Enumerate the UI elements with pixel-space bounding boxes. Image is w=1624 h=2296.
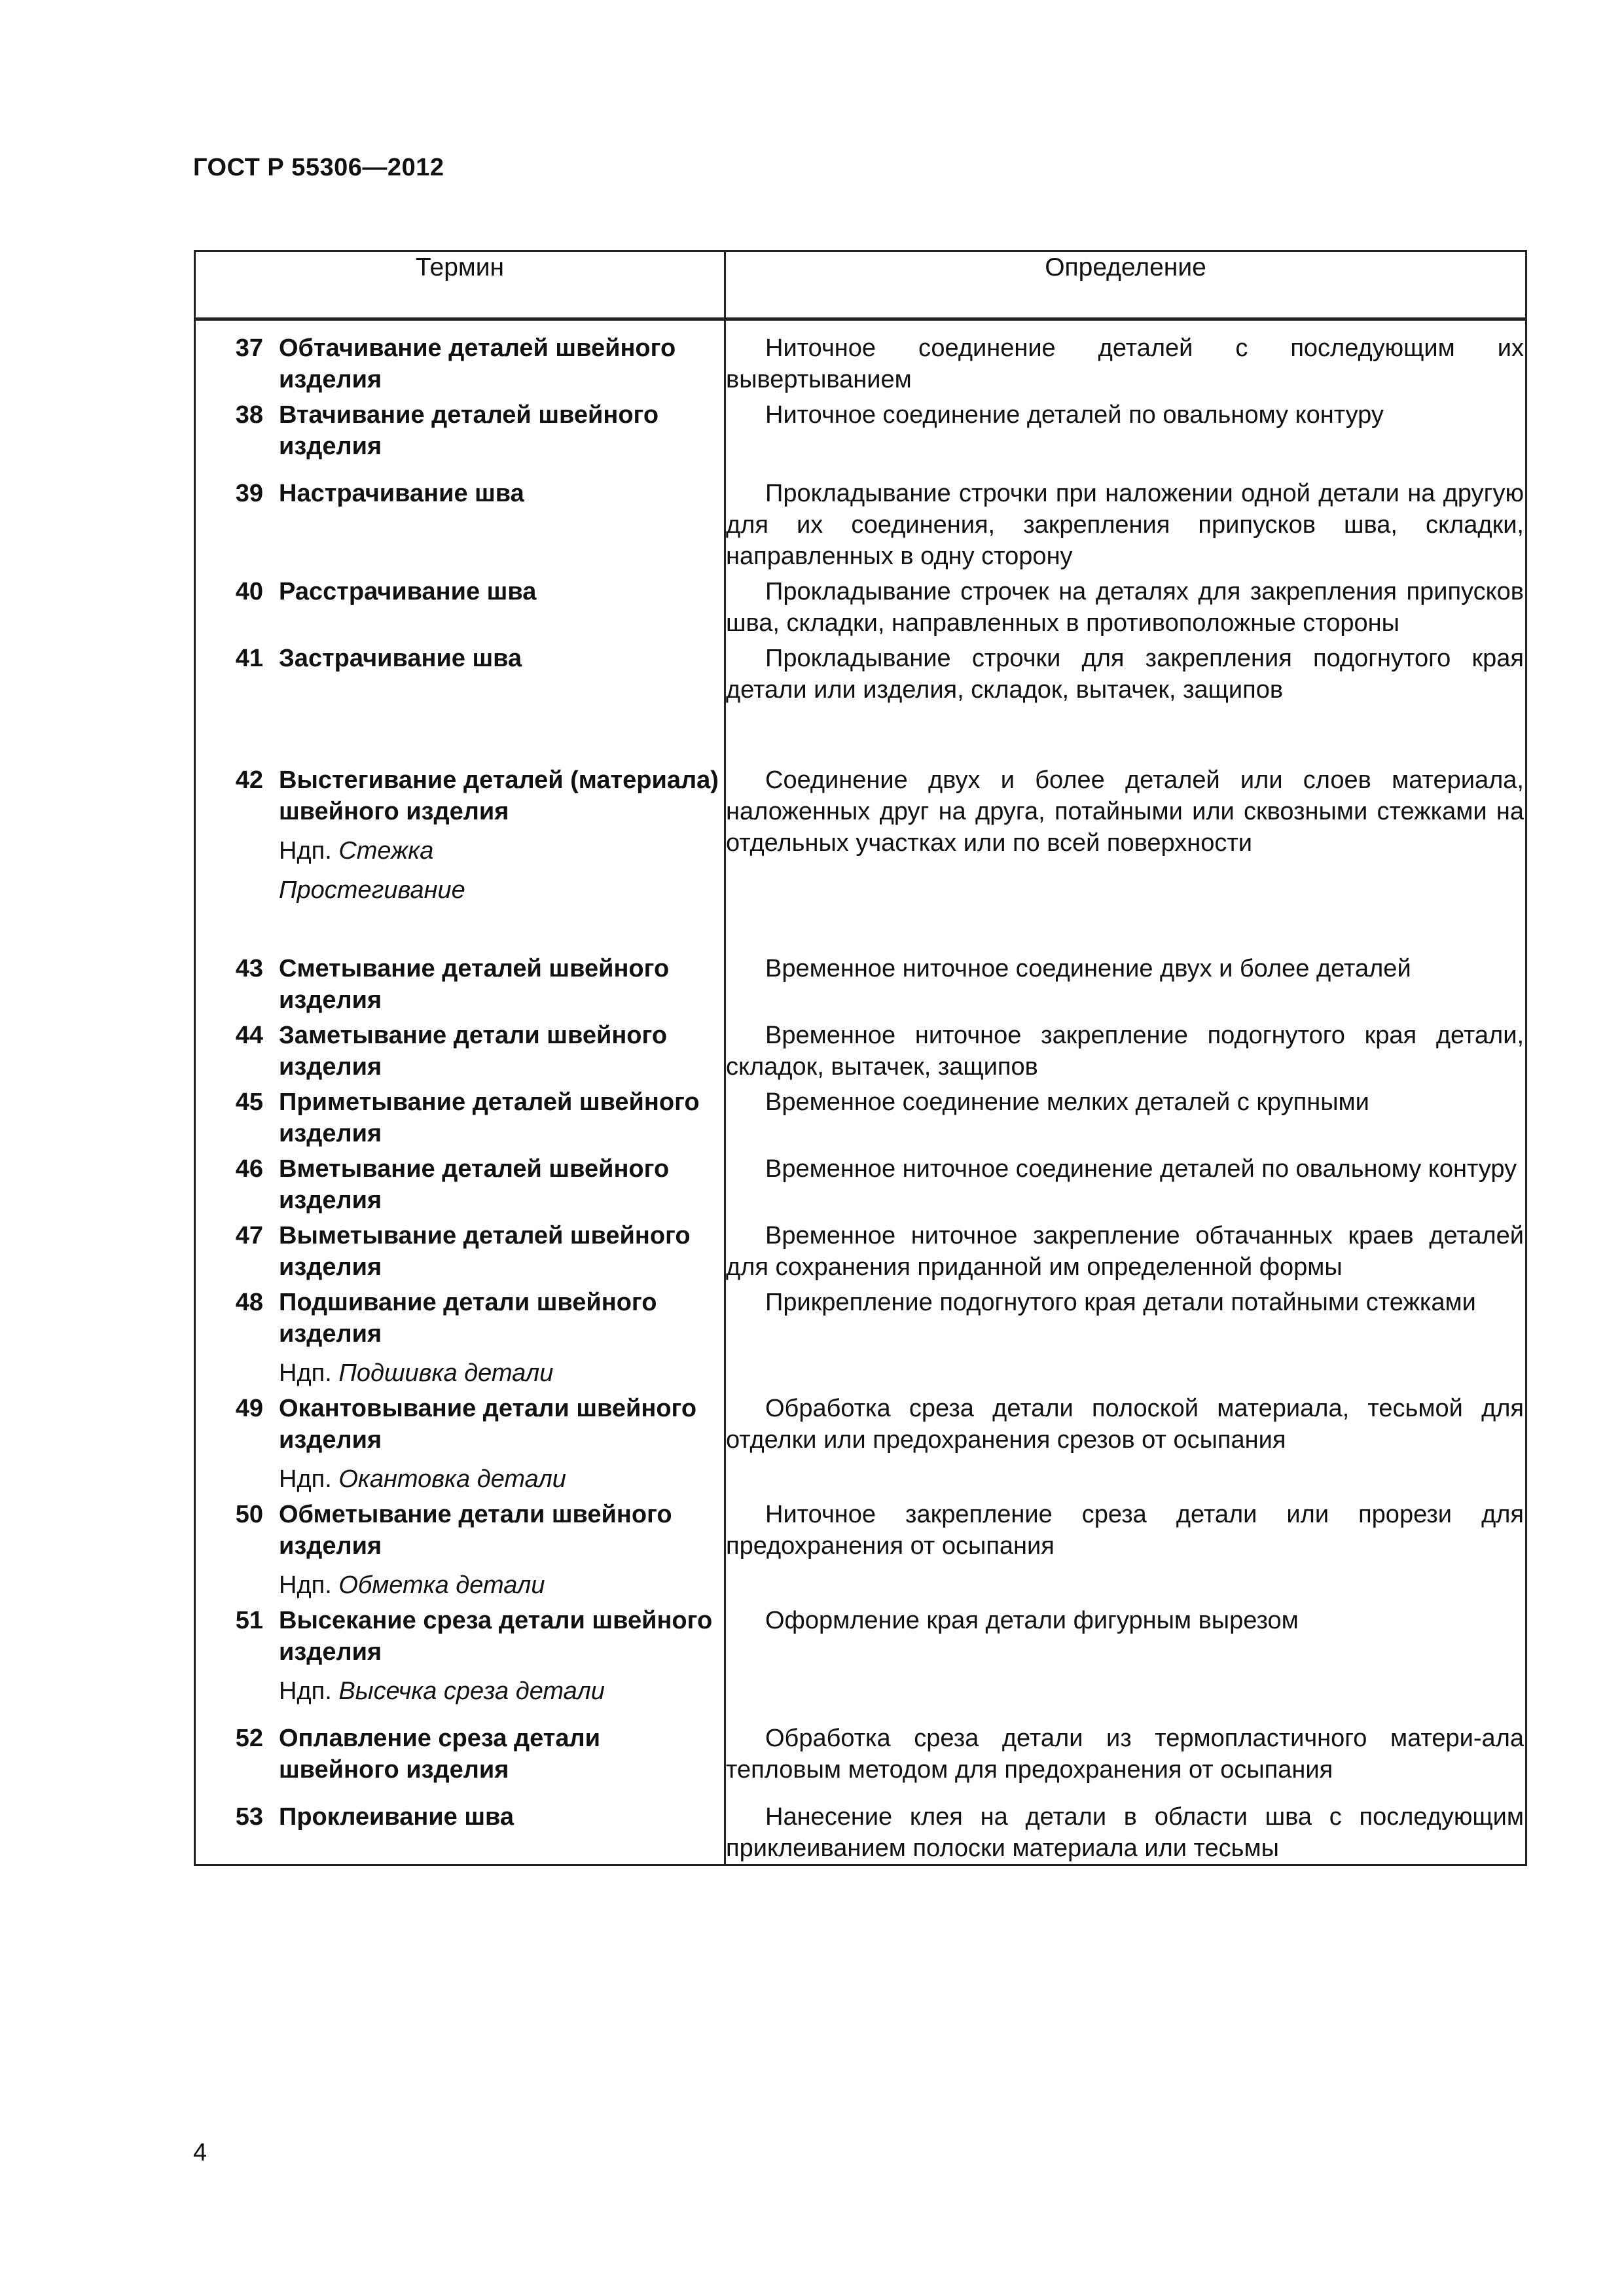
table-row <box>195 319 1526 400</box>
definition-cell <box>725 319 1526 400</box>
table-row <box>195 764 1526 953</box>
deprecated-term-alt: Простегивание <box>279 876 465 904</box>
definition-cell <box>725 399 1526 478</box>
definition-cell <box>725 1801 1526 1865</box>
term-number: 45 <box>235 1088 263 1116</box>
definition-cell <box>725 1020 1526 1086</box>
deprecated-term-name: Стежка <box>338 837 434 865</box>
table-row <box>195 478 1526 576</box>
term-cell <box>195 1605 725 1723</box>
deprecated-term-name: Окантовка детали <box>338 1465 566 1493</box>
definition-text: Временное соединение мелких деталей с крупными <box>765 1088 1369 1116</box>
term-number: 41 <box>235 645 263 672</box>
term-number: 51 <box>235 1607 263 1634</box>
term-name: Застрачивание шва <box>279 645 522 672</box>
deprecated-prefix: Ндп. <box>279 1677 332 1705</box>
table-row <box>195 1153 1526 1220</box>
term-cell <box>195 1723 725 1801</box>
term-cell <box>195 1287 725 1393</box>
definition-cell <box>725 1287 1526 1393</box>
column-header-term: Термин <box>195 251 725 319</box>
term-cell <box>195 643 725 764</box>
term-number: 47 <box>235 1222 263 1249</box>
definition-cell <box>725 643 1526 764</box>
term-name: Оплавление среза детали швейного изделия <box>279 1725 600 1784</box>
term-cell <box>195 1020 725 1086</box>
term-name: Обтачивание деталей швейного изделия <box>279 334 676 393</box>
deprecated-term-name: Обметка детали <box>338 1571 545 1599</box>
definition-text: Временное ниточное закрепление подогнутого края детали, складок, вытачек, защипов <box>726 1022 1524 1081</box>
deprecated-prefix: Ндп. <box>279 1571 332 1599</box>
definition-text: Ниточное соединение деталей по овальному контуру <box>765 401 1384 429</box>
term-cell <box>195 1393 725 1499</box>
definition-cell <box>725 1605 1526 1723</box>
term-number: 42 <box>235 766 263 794</box>
term-name: Выметывание деталей швейного изделия <box>279 1222 691 1281</box>
term-cell <box>195 1153 725 1220</box>
term-name: Окантовывание детали швейного изделия <box>279 1395 697 1454</box>
definition-text: Прокладывание строчки для закрепления подогнутого края детали или изделия, складок, вытачек, защипов <box>726 645 1524 704</box>
definition-text: Ниточное соединение деталей с последующим их вывертыванием <box>726 334 1524 393</box>
deprecated-prefix: Ндп. <box>279 837 332 865</box>
term-cell <box>195 1499 725 1605</box>
term-name: Заметывание детали швейного изделия <box>279 1022 668 1081</box>
table-row <box>195 399 1526 478</box>
deprecated-term <box>279 1570 724 1601</box>
definition-cell <box>725 1499 1526 1605</box>
term-name: Расстрачивание шва <box>279 578 537 605</box>
definition-cell <box>725 953 1526 1020</box>
terms-table <box>194 250 1527 1866</box>
definition-text: Прикрепление подогнутого края детали потайными стежками <box>765 1289 1476 1316</box>
term-name: Приметывание деталей швейного изделия <box>279 1088 700 1147</box>
table-row <box>195 1499 1526 1605</box>
term-name: Сметывание деталей швейного изделия <box>279 955 670 1014</box>
table-row <box>195 1287 1526 1393</box>
document-header: ГОСТ Р 55306—2012 <box>193 154 444 181</box>
definition-cell <box>725 576 1526 643</box>
definition-cell <box>725 1723 1526 1801</box>
term-number: 39 <box>235 480 263 507</box>
term-cell <box>195 478 725 576</box>
term-number: 44 <box>235 1022 263 1049</box>
term-number: 53 <box>235 1803 263 1831</box>
term-name: Проклеивание шва <box>279 1803 514 1831</box>
term-name: Высекание среза детали швейного изделия <box>279 1607 713 1666</box>
table-row <box>195 953 1526 1020</box>
term-name: Обметывание детали швейного изделия <box>279 1501 672 1560</box>
term-number: 46 <box>235 1155 263 1183</box>
term-name: Подшивание детали швейного изделия <box>279 1289 657 1348</box>
definition-text: Обработка среза детали полоской материала, тесьмой для отделки или предохранения срезов от осыпания <box>726 1395 1524 1454</box>
deprecated-term <box>279 1357 724 1389</box>
term-name: Вметывание деталей швейного изделия <box>279 1155 670 1214</box>
term-number: 37 <box>235 334 263 362</box>
term-number: 43 <box>235 955 263 982</box>
term-cell <box>195 1220 725 1287</box>
deprecated-term <box>279 1676 724 1707</box>
definition-cell <box>725 1086 1526 1153</box>
deprecated-term <box>279 1463 724 1495</box>
table-row <box>195 1723 1526 1801</box>
term-cell <box>195 319 725 400</box>
table-header-row <box>195 251 1526 319</box>
definition-text: Временное ниточное соединение двух и более деталей <box>765 955 1411 982</box>
term-cell <box>195 576 725 643</box>
term-cell <box>195 953 725 1020</box>
table-row <box>195 643 1526 764</box>
definition-text: Прокладывание строчек на деталях для закрепления припусков шва, складки, направленных в противоположные стороны <box>726 578 1524 637</box>
deprecated-term-name: Высечка среза детали <box>338 1677 605 1705</box>
deprecated-prefix: Ндп. <box>279 1465 332 1493</box>
term-number: 50 <box>235 1501 263 1528</box>
definition-text: Временное ниточное закрепление обтачанных краев деталей для сохранения приданной им определенной формы <box>726 1222 1524 1281</box>
definition-cell <box>725 1153 1526 1220</box>
term-cell <box>195 1086 725 1153</box>
term-cell <box>195 1801 725 1865</box>
term-number: 48 <box>235 1289 263 1316</box>
term-cell <box>195 399 725 478</box>
definition-text: Соединение двух и более деталей или слоев материала, наложенных друг на друга, потайными или сквозными стежками на отдельных участках или по всей поверхности <box>726 766 1524 857</box>
table-row <box>195 1220 1526 1287</box>
definition-text: Временное ниточное соединение деталей по овальному контуру <box>765 1155 1517 1183</box>
definition-cell <box>725 764 1526 953</box>
term-cell <box>195 764 725 953</box>
term-number: 38 <box>235 401 263 429</box>
table-row <box>195 1605 1526 1723</box>
term-name: Выстегивание деталей (материала) швейного изделия <box>279 766 719 825</box>
definition-text: Нанесение клея на детали в области шва с последующим приклеиванием полоски материала или тесьмы <box>726 1803 1524 1862</box>
table-row <box>195 1801 1526 1865</box>
table-row <box>195 576 1526 643</box>
page-number: 4 <box>193 2139 208 2166</box>
definition-text: Прокладывание строчки при наложении одной детали на другую для их соединения, закрепления припусков шва, складки, направленных в одну сторону <box>726 480 1524 570</box>
definition-text: Ниточное закрепление среза детали или прорези для предохранения от осыпания <box>726 1501 1524 1560</box>
definition-text: Обработка среза детали из термопластичного матери-ала тепловым методом для предохранения от осыпания <box>726 1725 1524 1784</box>
term-name: Настрачивание шва <box>279 480 524 507</box>
deprecated-term <box>279 835 724 867</box>
definition-cell <box>725 478 1526 576</box>
table-row <box>195 1020 1526 1086</box>
term-number: 49 <box>235 1395 263 1422</box>
table-row <box>195 1086 1526 1153</box>
deprecated-prefix: Ндп. <box>279 1359 332 1387</box>
table-row <box>195 1393 1526 1499</box>
definition-cell <box>725 1393 1526 1499</box>
term-number: 40 <box>235 578 263 605</box>
term-name: Втачивание деталей швейного изделия <box>279 401 659 460</box>
deprecated-term-name: Подшивка детали <box>338 1359 554 1387</box>
definition-cell <box>725 1220 1526 1287</box>
definition-text: Оформление края детали фигурным вырезом <box>765 1607 1299 1634</box>
term-number: 52 <box>235 1725 263 1752</box>
column-header-definition: Определение <box>725 251 1526 319</box>
